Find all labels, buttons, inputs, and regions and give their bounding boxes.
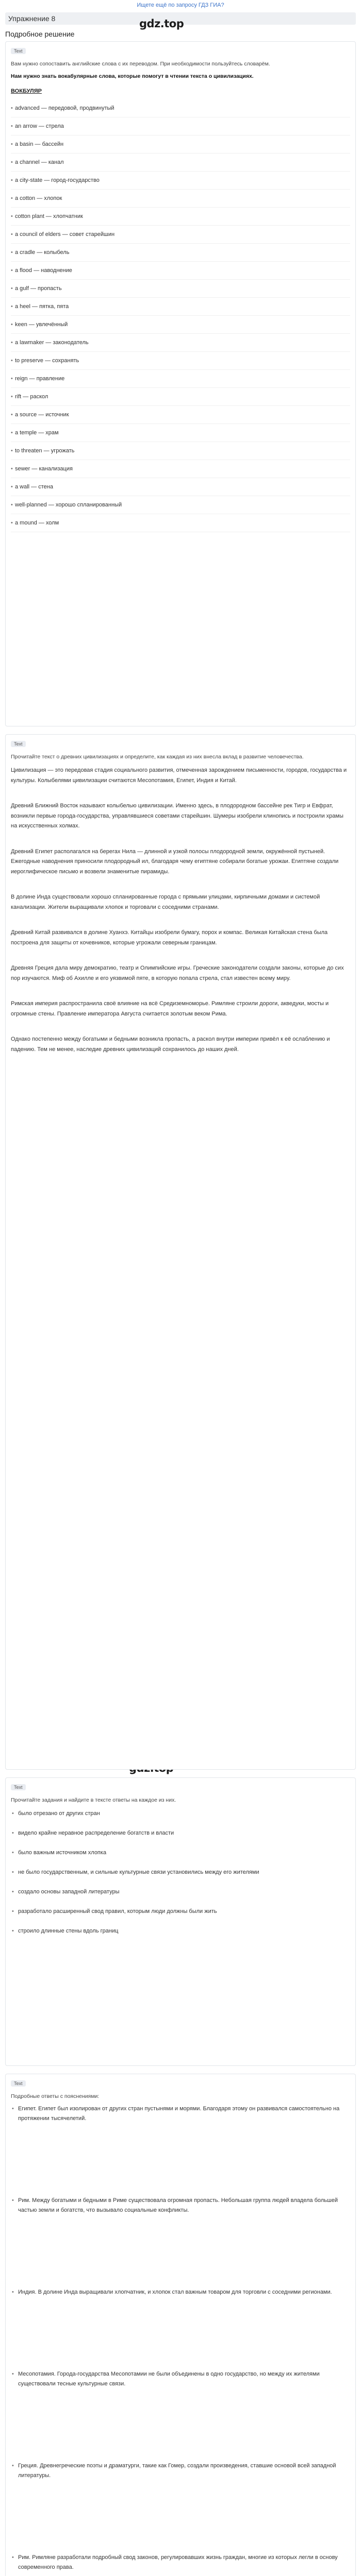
vocab-item: • advanced — передовой, продвинутый <box>11 99 350 117</box>
answer-item: • Греция. Древнегреческие поэты и драматурги, такие как Гомер, создали произведения, ставшие основой всей западной литературы. <box>11 2461 350 2481</box>
vocab-item: • a wall — стена <box>11 478 350 496</box>
task-item: • было важным источником хлопка <box>11 1848 350 1868</box>
instruction: Прочитайте текст о древних цивилизациях и определите, как каждая из них внесла вклад в развитие человечества. <box>11 754 304 760</box>
task-list <box>11 1809 350 1946</box>
paragraph: Древний Египет располагался на берегах Нила — длинной и узкой полосы плодородной земли, окружённой пустыней. Ежегодные наводнения приносили плодородный ил, благодаря чему египтяне собирали богатые урожаи. Египтяне создали иероглифическое письмо и возвели знаменитые пирамиды. <box>11 848 339 875</box>
vocab-item: • reign — правление <box>11 370 350 388</box>
task-item: • видело крайне неравное распределение богатств и власти <box>11 1828 350 1848</box>
text-tag: Text <box>11 2080 26 2087</box>
text-tag: Text <box>11 48 26 54</box>
vocabulary-card <box>5 41 356 726</box>
answer-item: • Рим. Римляне разработали подробный свод законов, регулировавших жизнь граждан, многие из которых легли в основу современного права. <box>11 2553 350 2572</box>
vocab-item: • a heel — пятка, пята <box>11 298 350 316</box>
paragraph: Римская империя распространила своё влияние на всё Средиземноморье. Римляне строили дороги, акведуки, мосты и огромные стены. Правление императора Августа считается золотым веком Рима. <box>11 1001 329 1017</box>
tasks-card <box>5 1777 356 2066</box>
vocab-item: • a council of elders — совет старейшин <box>11 226 350 244</box>
text-tag: Text <box>11 1784 26 1790</box>
vocabulary-list <box>11 99 350 532</box>
vocab-item: • a city-state — город-государство <box>11 172 350 190</box>
instruction: Подробные ответы с пояснениями: <box>11 2093 100 2099</box>
task-item: • строило длинные стены вдоль границ <box>11 1926 350 1946</box>
vocab-item: • to preserve — сохранять <box>11 352 350 370</box>
instruction: Прочитайте задания и найдите в тексте ответы на каждое из них. <box>11 1797 176 1803</box>
vocab-item: • cotton plant — хлопчатник <box>11 208 350 226</box>
vocab-item: • a temple — храм <box>11 424 350 442</box>
vocab-item: • a source — источник <box>11 406 350 424</box>
paragraph: Цивилизация — это передовая стадия социального развития, отмеченная зарождением письменности, городов, государства и культуры. Колыбелями цивилизации считаются Месопотамия, Египет, Индия и Китай. <box>11 767 347 784</box>
task-item: • разработало расширенный свод правил, которым люди должны были жить <box>11 1907 350 1926</box>
paragraph: Древняя Греция дала миру демократию, театр и Олимпийские игры. Греческие законодатели создали законы, которые до сих пор изучаются. Миф об Ахилле и его уязвимой пяте, в которую попала стрела, стал известен всему миру. <box>11 965 344 981</box>
vocab-item: • a flood — наводнение <box>11 262 350 280</box>
task-item: • создало основы западной литературы <box>11 1887 350 1907</box>
vocab-item: • a gulf — пропасть <box>11 280 350 298</box>
answer-item: • Рим. Между богатыми и бедными в Риме существовала огромная пропасть. Небольшая группа людей владела большей частью земли и богатств, что вызывало социальные конфликты. <box>11 2196 350 2215</box>
exercise-title: Упражнение 8 <box>8 14 56 23</box>
paragraph: Древний Ближний Восток называют колыбелью цивилизации. Именно здесь, в плодородном бассейне рек Тигр и Евфрат, возникли первые города-государства, управлявшиеся советами старейшин. Шумеры изобрели клинопись и построили храмы на искусственных холмах. <box>11 803 343 829</box>
instruction: Вам нужно сопоставить английские слова с их переводом. При необходимости пользуйтесь словарём. <box>11 61 270 67</box>
vocab-item: • a cotton — хлопок <box>11 190 350 208</box>
vocab-item: • well-planned — хорошо спланированный <box>11 496 350 514</box>
paragraph: Однако постепенно между богатыми и бедными возникла пропасть, а раскол внутри империи привёл к её ослаблению и падению. Тем не менее, наследие древних цивилизаций сохранилось до наших дней. <box>11 1036 330 1053</box>
vocab-item: • a cradle — колыбель <box>11 244 350 262</box>
vocab-item: • a mound — холм <box>11 514 350 532</box>
related-search-link[interactable]: Ищете ещё по запросу ГДЗ ГИА? <box>137 2 224 8</box>
vocab-item: • a channel — канал <box>11 154 350 172</box>
task-item: • было отрезано от других стран <box>11 1809 350 1828</box>
answer-item: • Месопотамия. Города-государства Месопотамии не были объединены в одно государство, но между их жителями существовали тесные культурные связи. <box>11 2369 350 2389</box>
vocab-item: • an arrow — стрела <box>11 117 350 135</box>
answer-item: • Египет. Египет был изолирован от других стран пустынями и морями. Благодаря этому он развивался самостоятельно на протяжении тысячелетий. <box>11 2104 350 2124</box>
answer-item: • Индия. В долине Инда выращивали хлопчатник, и хлопок стал важным товаром для торговли с соседними регионами. <box>11 2287 350 2297</box>
vocab-item: • keen — увлечённый <box>11 316 350 334</box>
vocabulary-heading: ВОКБУЛЯР <box>11 88 42 94</box>
vocab-item: • rift — раскол <box>11 388 350 406</box>
answer-list <box>11 2104 350 2576</box>
solution-heading: Подробное решение <box>5 30 75 38</box>
vocab-item: • a lawmaker — законодатель <box>11 334 350 352</box>
reading-card <box>5 734 356 1770</box>
text-tag: Text <box>11 741 26 747</box>
vocab-item: • to threaten — угрожать <box>11 442 350 460</box>
watermark: gdz.top <box>139 18 184 30</box>
vocab-item: • sewer — канализация <box>11 460 350 478</box>
detailed-answers-card <box>5 2074 356 2576</box>
vocab-item: • a basin — бассейн <box>11 135 350 154</box>
paragraph: В долине Инда существовали хорошо спланированные города с прямыми улицами, кирпичными домами и системой канализации. Жители выращивали хлопок и торговали с соседними странами. <box>11 894 320 910</box>
instruction-bold: Нам нужно знать вокабулярные слова, которые помогут в чтении текста о цивилизациях. <box>11 73 254 79</box>
task-item: • не было государственным, и сильные культурные связи установились между его жителями <box>11 1868 350 1887</box>
paragraph: Древний Китай развивался в долине Хуанхэ. Китайцы изобрели бумагу, порох и компас. Великая Китайская стена была построена для защиты от кочевников, которые угрожали северным границам. <box>11 929 328 946</box>
